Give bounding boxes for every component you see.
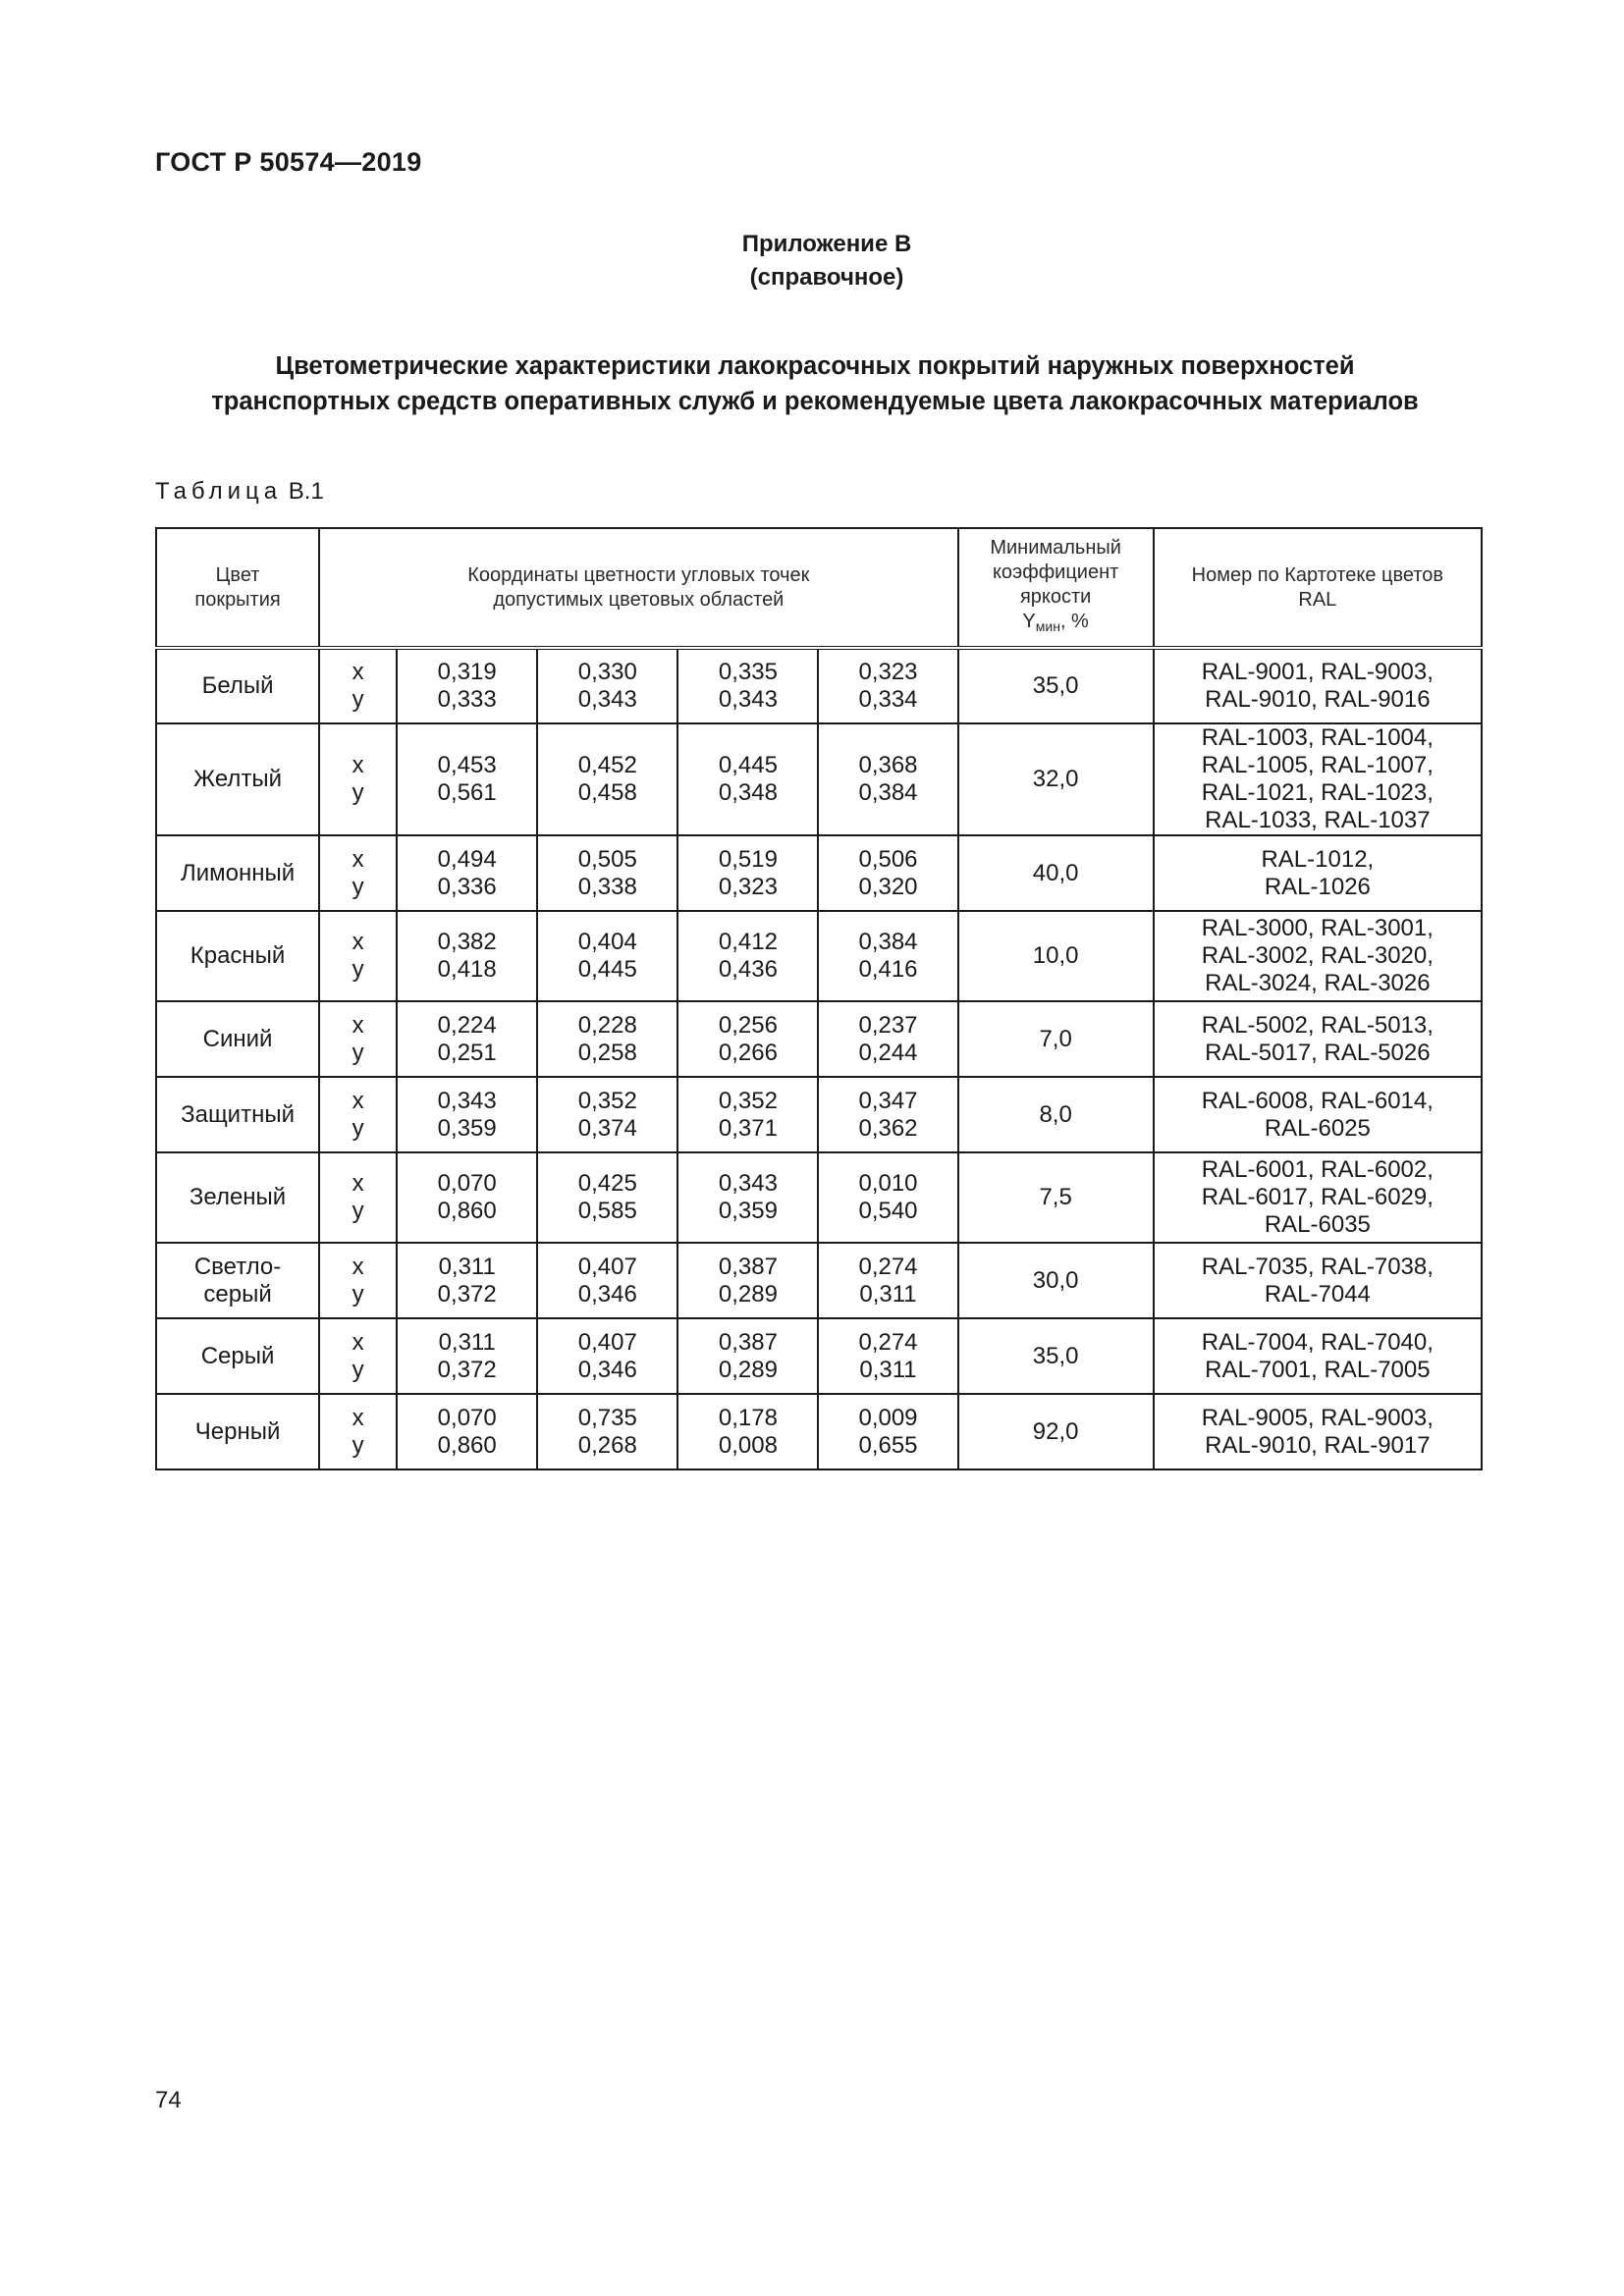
header-color [156, 528, 319, 648]
cell-axis-line: y [352, 1198, 364, 1224]
colorimetric-table [155, 527, 1483, 1470]
cell-axis [319, 648, 397, 723]
cell-coordinate-pair [537, 1243, 677, 1318]
table-label [155, 478, 324, 506]
cell-coordinate-pair-line: 0,412 [718, 929, 778, 955]
cell-coordinate-pair-line: 0,425 [577, 1170, 637, 1197]
cell-coordinate-pair [537, 1152, 677, 1243]
cell-ral-line: RAL-7001, RAL-7005 [1205, 1356, 1431, 1383]
cell-coordinate-pair-line: 0,256 [718, 1011, 778, 1039]
cell-coordinate-pair-line: 0,343 [718, 686, 778, 713]
cell-coordinate-pair-line: 0,436 [718, 956, 778, 983]
cell-brightness-line: 35,0 [1032, 1342, 1079, 1369]
cell-coordinate-pair [677, 1243, 818, 1318]
cell-coordinate-pair-line: 0,561 [437, 779, 497, 806]
cell-color-line: Лимонный [180, 859, 296, 886]
cell-coordinate-pair-line: 0,519 [718, 845, 778, 873]
cell-color [156, 1318, 319, 1394]
cell-coordinate-pair-line: 0,506 [858, 845, 918, 873]
header-coordinates [319, 528, 957, 648]
cell-color [156, 1001, 319, 1077]
cell-coordinate-pair-line: 0,359 [437, 1114, 497, 1142]
cell-color-line: Зеленый [189, 1184, 287, 1210]
cell-coordinate-pair-line: 0,338 [577, 873, 637, 900]
cell-axis [319, 723, 397, 835]
cell-ral-line: RAL-5002, RAL-5013, [1201, 1011, 1434, 1039]
appendix-status: (справочное) [749, 264, 904, 291]
cell-coordinate-pair-line: 0,346 [577, 1356, 637, 1383]
cell-ral-line: RAL-5017, RAL-5026 [1205, 1039, 1431, 1066]
cell-coordinate-pair-line: 0,343 [577, 686, 637, 713]
cell-brightness-line: 32,0 [1032, 766, 1079, 792]
cell-coordinate-pair [397, 648, 537, 723]
cell-coordinate-pair-line: 0,416 [858, 956, 918, 983]
cell-coordinate-pair-line: 0,251 [437, 1039, 497, 1066]
table-row [156, 1001, 1482, 1077]
cell-brightness-line: 7,0 [1039, 1025, 1072, 1052]
cell-coordinate-pair-line: 0,334 [858, 686, 918, 713]
cell-brightness [958, 648, 1154, 723]
header-brightness-symbol [959, 610, 1153, 639]
cell-axis-line: y [352, 686, 364, 713]
cell-color-line: Синий [202, 1025, 273, 1052]
cell-coordinate-pair [677, 1077, 818, 1152]
cell-coordinate-pair-line: 0,244 [858, 1039, 918, 1066]
cell-coordinate-pair-line: 0,387 [718, 1328, 778, 1356]
cell-coordinate-pair [818, 1152, 957, 1243]
cell-coordinate-pair-line: 0,374 [577, 1114, 637, 1142]
cell-brightness-line: 8,0 [1039, 1100, 1072, 1128]
appendix-title: Приложение В [741, 231, 912, 257]
cell-coordinate-pair-line: 0,237 [858, 1011, 918, 1039]
cell-coordinate-pair-line: 0,333 [437, 686, 497, 713]
cell-coordinate-pair-line: 0,387 [718, 1253, 778, 1280]
cell-ral-line: RAL-7044 [1264, 1280, 1371, 1308]
cell-coordinate-pair-line: 0,505 [577, 845, 637, 873]
header-brightness-line: коэффициент [992, 561, 1119, 583]
table-row [156, 1318, 1482, 1394]
cell-coordinate-pair [537, 723, 677, 835]
cell-color-line: Желтый [193, 766, 283, 792]
cell-coordinate-pair-line: 0,010 [858, 1170, 918, 1197]
cell-coordinate-pair [677, 1152, 818, 1243]
cell-coordinate-pair-line: 0,009 [858, 1404, 918, 1431]
cell-axis-line: x [352, 1011, 364, 1039]
cell-coordinate-pair [677, 911, 818, 1001]
cell-axis [319, 1152, 397, 1243]
cell-axis-line: x [352, 659, 364, 685]
cell-color-line: серый [203, 1280, 272, 1308]
cell-ral [1154, 648, 1482, 723]
table-label-number: В.1 [288, 478, 324, 505]
header-brightness-line: Минимальный [990, 537, 1121, 559]
cell-color-line: Красный [189, 942, 286, 969]
cell-ral-line: RAL-1012, [1261, 845, 1375, 873]
cell-coordinate-pair [818, 1001, 957, 1077]
cell-ral-line: RAL-1026 [1264, 873, 1371, 900]
cell-coordinate-pair [397, 1318, 537, 1394]
cell-coordinate-pair-line: 0,319 [437, 659, 497, 685]
cell-ral-line: RAL-3000, RAL-3001, [1201, 915, 1434, 941]
cell-ral-line: RAL-9010, RAL-9016 [1205, 686, 1431, 713]
brightness-subscript: мин [1035, 618, 1060, 634]
cell-coordinate-pair-line: 0,359 [718, 1198, 778, 1224]
cell-coordinate-pair [397, 1077, 537, 1152]
cell-coordinate-pair-line: 0,404 [577, 929, 637, 955]
cell-color-line: Белый [201, 672, 274, 699]
cell-coordinate-pair-line: 0,266 [718, 1039, 778, 1066]
cell-coordinate-pair-line: 0,458 [577, 779, 637, 806]
cell-coordinate-pair [537, 911, 677, 1001]
cell-coordinate-pair-line: 0,346 [577, 1280, 637, 1308]
cell-coordinate-pair [818, 723, 957, 835]
table-body [156, 648, 1482, 1469]
cell-axis [319, 835, 397, 911]
cell-axis-line: y [352, 779, 364, 806]
cell-coordinate-pair-line: 0,311 [438, 1328, 496, 1356]
header-ral-line: RAL [1298, 588, 1337, 611]
cell-coordinate-pair-line: 0,452 [577, 752, 637, 778]
cell-axis-line: x [352, 845, 364, 873]
cell-coordinate-pair-line: 0,860 [437, 1198, 497, 1224]
cell-axis [319, 1394, 397, 1469]
main-title-line-1: Цветометрические характеристики лакокрасочных покрытий наружных поверхностей [275, 352, 1355, 380]
cell-brightness-line: 92,0 [1032, 1417, 1079, 1445]
cell-color-line: Защитный [181, 1100, 295, 1128]
cell-coordinate-pair [677, 1001, 818, 1077]
cell-brightness-line: 40,0 [1032, 859, 1079, 886]
cell-coordinate-pair-line: 0,289 [718, 1280, 778, 1308]
table-row [156, 1394, 1482, 1469]
cell-axis-line: y [352, 956, 364, 983]
cell-coordinate-pair-line: 0,407 [577, 1253, 637, 1280]
cell-brightness [958, 835, 1154, 911]
cell-coordinate-pair [818, 911, 957, 1001]
cell-axis-line: x [352, 1087, 364, 1114]
cell-coordinate-pair [677, 835, 818, 911]
cell-ral-line: RAL-1003, RAL-1004, [1201, 724, 1434, 751]
cell-coordinate-pair-line: 0,289 [718, 1356, 778, 1383]
table-row [156, 648, 1482, 723]
cell-coordinate-pair-line: 0,323 [858, 659, 918, 685]
cell-coordinate-pair-line: 0,178 [718, 1404, 778, 1431]
cell-axis [319, 1077, 397, 1152]
cell-coordinate-pair-line: 0,348 [718, 779, 778, 806]
cell-axis [319, 911, 397, 1001]
cell-coordinate-pair-line: 0,735 [577, 1404, 637, 1431]
cell-coordinate-pair [677, 723, 818, 835]
cell-brightness-line: 30,0 [1032, 1266, 1079, 1294]
cell-coordinate-pair-line: 0,362 [858, 1114, 918, 1142]
cell-coordinate-pair-line: 0,311 [438, 1253, 496, 1280]
cell-coordinate-pair [677, 648, 818, 723]
cell-color [156, 911, 319, 1001]
cell-ral-line: RAL-7035, RAL-7038, [1201, 1253, 1434, 1280]
table-row [156, 1152, 1482, 1243]
table-row [156, 1077, 1482, 1152]
cell-coordinate-pair-line: 0,368 [858, 752, 918, 778]
cell-axis-line: y [352, 1039, 364, 1066]
table-header-row [156, 528, 1482, 648]
cell-color [156, 648, 319, 723]
header-ral-line: Номер по Картотеке цветов [1191, 563, 1444, 586]
cell-ral-line: RAL-6001, RAL-6002, [1201, 1156, 1434, 1183]
cell-ral-line: RAL-1033, RAL-1037 [1205, 807, 1431, 833]
cell-ral [1154, 911, 1482, 1001]
cell-coordinate-pair [397, 911, 537, 1001]
cell-axis-line: x [352, 1170, 364, 1197]
table-row [156, 911, 1482, 1001]
cell-coordinate-pair [818, 1318, 957, 1394]
cell-color [156, 723, 319, 835]
cell-brightness [958, 1001, 1154, 1077]
cell-brightness [958, 1077, 1154, 1152]
cell-coordinate-pair [397, 1394, 537, 1469]
cell-ral-line: RAL-6017, RAL-6029, [1201, 1184, 1434, 1210]
cell-axis [319, 1001, 397, 1077]
header-color-line: покрытия [194, 588, 281, 611]
cell-coordinate-pair-line: 0,382 [437, 929, 497, 955]
cell-brightness [958, 1243, 1154, 1318]
cell-ral-line: RAL-9010, RAL-9017 [1205, 1431, 1431, 1459]
cell-coordinate-pair-line: 0,540 [858, 1198, 918, 1224]
cell-ral [1154, 723, 1482, 835]
cell-coordinate-pair [677, 1318, 818, 1394]
cell-coordinate-pair-line: 0,336 [437, 873, 497, 900]
cell-coordinate-pair-line: 0,070 [437, 1170, 497, 1197]
cell-color [156, 1077, 319, 1152]
cell-axis-line: x [352, 1253, 364, 1280]
cell-coordinate-pair-line: 0,258 [577, 1039, 637, 1066]
cell-ral [1154, 1318, 1482, 1394]
cell-ral-line: RAL-6035 [1264, 1211, 1371, 1238]
table-row [156, 835, 1482, 911]
cell-color [156, 1243, 319, 1318]
cell-brightness-line: 35,0 [1032, 672, 1079, 699]
brightness-unit: , % [1059, 611, 1089, 632]
header-brightness [958, 528, 1154, 648]
cell-coordinate-pair-line: 0,384 [858, 779, 918, 806]
cell-coordinate-pair [537, 835, 677, 911]
cell-coordinate-pair [818, 1077, 957, 1152]
cell-axis-line: y [352, 873, 364, 900]
cell-coordinate-pair-line: 0,343 [718, 1170, 778, 1197]
main-title-line-2: транспортных средств оперативных служб и рекомендуемые цвета лакокрасочных материалов [211, 388, 1419, 415]
cell-ral [1154, 1077, 1482, 1152]
cell-brightness [958, 723, 1154, 835]
cell-ral-line: RAL-7004, RAL-7040, [1201, 1328, 1434, 1356]
cell-coordinate-pair-line: 0,335 [718, 659, 778, 685]
cell-brightness-line: 10,0 [1032, 942, 1079, 969]
header-ral [1154, 528, 1482, 648]
document-code: ГОСТ Р 50574—2019 [155, 147, 422, 177]
cell-ral-line: RAL-1021, RAL-1023, [1201, 779, 1434, 806]
cell-axis-line: y [352, 1431, 364, 1459]
table-row [156, 723, 1482, 835]
cell-color [156, 835, 319, 911]
cell-axis [319, 1318, 397, 1394]
cell-coordinate-pair-line: 0,352 [577, 1087, 637, 1114]
cell-axis-line: x [352, 1404, 364, 1431]
header-brightness-line: яркости [1019, 586, 1092, 608]
cell-coordinate-pair-line: 0,311 [859, 1356, 917, 1383]
cell-coordinate-pair-line: 0,372 [437, 1280, 497, 1308]
cell-coordinate-pair-line: 0,008 [718, 1431, 778, 1459]
cell-coordinate-pair-line: 0,494 [437, 845, 497, 873]
cell-color-line: Светло- [193, 1253, 282, 1280]
cell-coordinate-pair-line: 0,347 [858, 1087, 918, 1114]
cell-coordinate-pair [818, 648, 957, 723]
cell-coordinate-pair [537, 1077, 677, 1152]
cell-coordinate-pair-line: 0,311 [859, 1280, 917, 1308]
cell-color-line: Серый [200, 1342, 275, 1369]
cell-brightness [958, 1152, 1154, 1243]
cell-coordinate-pair-line: 0,323 [718, 873, 778, 900]
cell-ral-line: RAL-3002, RAL-3020, [1201, 942, 1434, 969]
cell-axis-line: y [352, 1356, 364, 1383]
cell-axis-line: x [352, 1328, 364, 1356]
header-coordinates-line: допустимых цветовых областей [493, 588, 785, 611]
cell-coordinate-pair [397, 1001, 537, 1077]
cell-coordinate-pair-line: 0,343 [437, 1087, 497, 1114]
header-coordinates-line: Координаты цветности угловых точек [467, 563, 810, 586]
cell-coordinate-pair [537, 1001, 677, 1077]
cell-coordinate-pair-line: 0,860 [437, 1431, 497, 1459]
cell-ral [1154, 835, 1482, 911]
cell-ral-line: RAL-6008, RAL-6014, [1201, 1087, 1434, 1114]
cell-ral [1154, 1001, 1482, 1077]
cell-coordinate-pair-line: 0,274 [858, 1253, 918, 1280]
cell-ral-line: RAL-6025 [1264, 1114, 1371, 1142]
cell-coordinate-pair-line: 0,268 [577, 1431, 637, 1459]
cell-ral-line: RAL-3024, RAL-3026 [1205, 970, 1431, 996]
page-number: 74 [155, 2087, 182, 2113]
cell-coordinate-pair-line: 0,330 [577, 659, 637, 685]
cell-coordinate-pair-line: 0,418 [437, 956, 497, 983]
cell-coordinate-pair-line: 0,445 [577, 956, 637, 983]
cell-axis-line: y [352, 1280, 364, 1308]
cell-axis-line: y [352, 1114, 364, 1142]
brightness-symbol: Y [1022, 611, 1036, 632]
cell-coordinate-pair-line: 0,384 [858, 929, 918, 955]
table-label-word: Таблица [155, 478, 283, 505]
cell-coordinate-pair-line: 0,655 [858, 1431, 918, 1459]
cell-ral [1154, 1243, 1482, 1318]
cell-coordinate-pair [397, 1243, 537, 1318]
cell-coordinate-pair [818, 1394, 957, 1469]
cell-axis-line: x [352, 752, 364, 778]
cell-coordinate-pair-line: 0,070 [437, 1404, 497, 1431]
cell-coordinate-pair [818, 1243, 957, 1318]
cell-brightness [958, 1394, 1154, 1469]
cell-coordinate-pair [818, 835, 957, 911]
cell-coordinate-pair [397, 835, 537, 911]
cell-brightness-line: 7,5 [1039, 1184, 1072, 1210]
cell-coordinate-pair-line: 0,274 [858, 1328, 918, 1356]
cell-coordinate-pair [537, 1318, 677, 1394]
cell-coordinate-pair-line: 0,228 [577, 1011, 637, 1039]
cell-coordinate-pair [397, 1152, 537, 1243]
cell-coordinate-pair-line: 0,320 [858, 873, 918, 900]
cell-coordinate-pair-line: 0,585 [577, 1198, 637, 1224]
cell-coordinate-pair [677, 1394, 818, 1469]
cell-brightness [958, 1318, 1154, 1394]
cell-ral-line: RAL-9001, RAL-9003, [1201, 659, 1434, 685]
table-row [156, 1243, 1482, 1318]
cell-coordinate-pair-line: 0,371 [718, 1114, 778, 1142]
cell-ral-line: RAL-1005, RAL-1007, [1201, 752, 1434, 778]
cell-axis-line: x [352, 929, 364, 955]
cell-coordinate-pair-line: 0,352 [718, 1087, 778, 1114]
header-color-line: Цвет [215, 563, 260, 586]
cell-axis [319, 1243, 397, 1318]
cell-ral [1154, 1152, 1482, 1243]
cell-coordinate-pair [537, 1394, 677, 1469]
cell-coordinate-pair-line: 0,445 [718, 752, 778, 778]
cell-brightness [958, 911, 1154, 1001]
cell-coordinate-pair [537, 648, 677, 723]
cell-coordinate-pair-line: 0,453 [437, 752, 497, 778]
cell-color-line: Черный [194, 1417, 281, 1445]
cell-coordinate-pair-line: 0,372 [437, 1356, 497, 1383]
cell-color [156, 1152, 319, 1243]
cell-ral-line: RAL-9005, RAL-9003, [1201, 1404, 1434, 1431]
cell-coordinate-pair-line: 0,407 [577, 1328, 637, 1356]
cell-coordinate-pair [397, 723, 537, 835]
cell-coordinate-pair-line: 0,224 [437, 1011, 497, 1039]
cell-ral [1154, 1394, 1482, 1469]
cell-color [156, 1394, 319, 1469]
